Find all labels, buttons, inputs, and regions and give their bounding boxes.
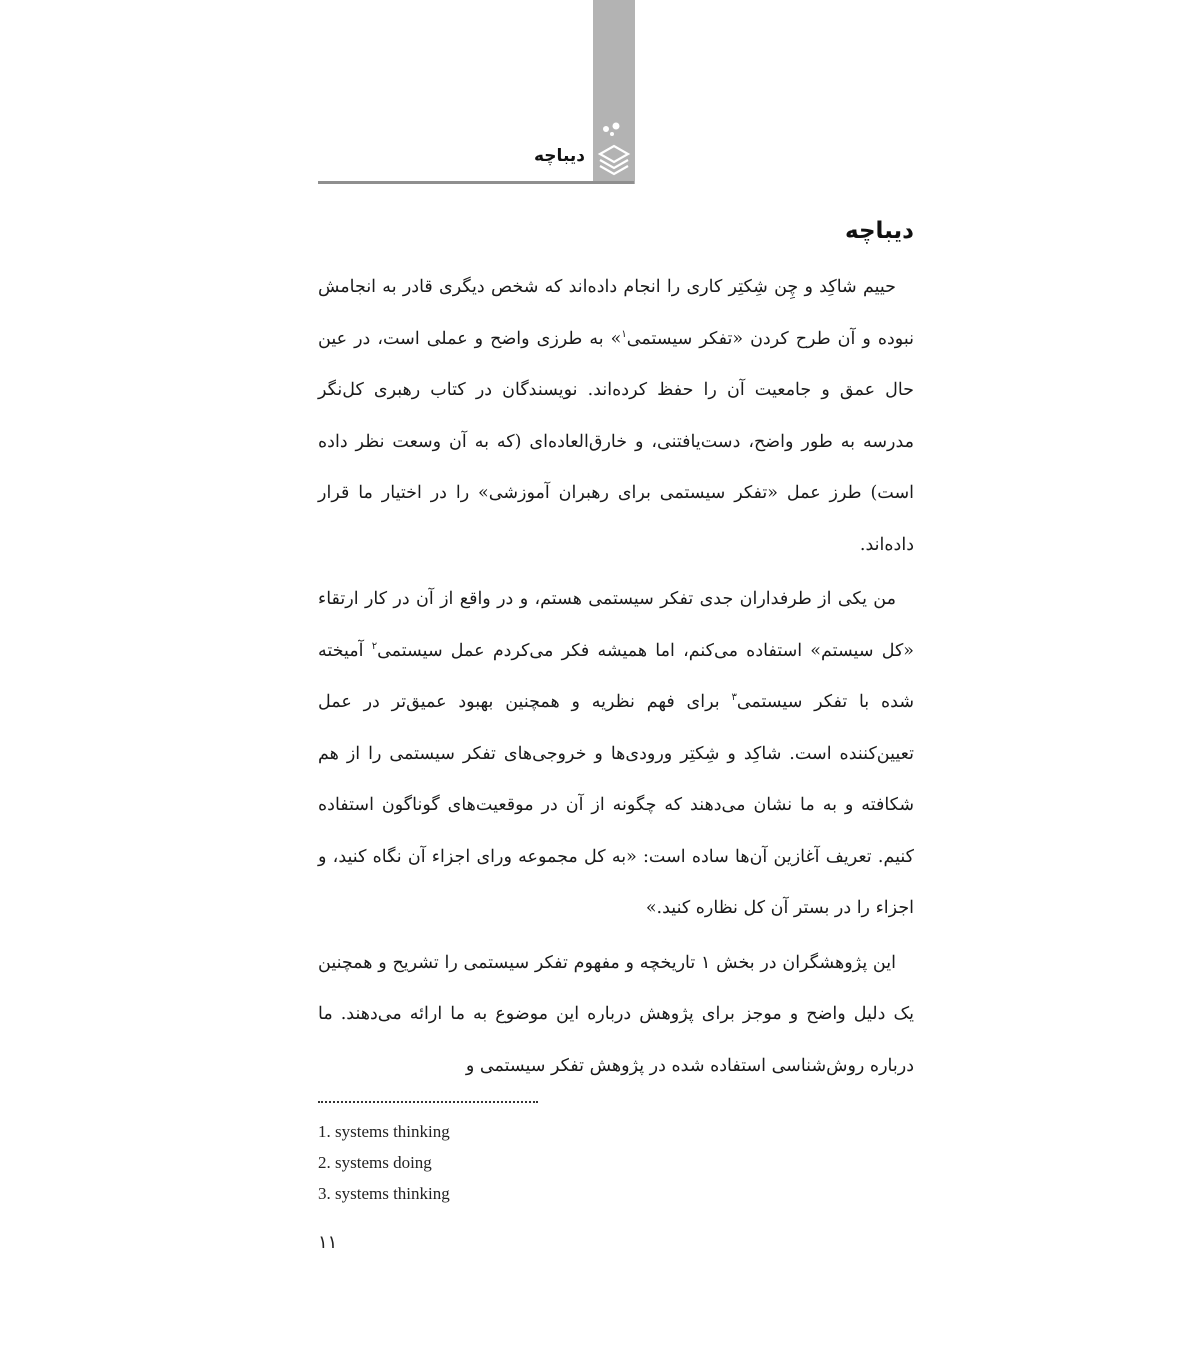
footnote-ref-1: ۱ (621, 328, 627, 340)
footnotes-list (318, 1116, 718, 1209)
paragraph-1 (318, 262, 914, 571)
paragraph-1-text-a: حییم شاکِد و چِن شِکتِر کاری را انجام داده‌اند که شخص دیگری قادر به انجامش نبوده و آن طرح کردن «تفکر سیستمی (318, 277, 914, 349)
page-number: ۱۱ (318, 1232, 338, 1253)
section-title: دیباچه (845, 218, 914, 244)
paragraph-2-text-a: من یکی از طرفداران جدی تفکر سیستمی هستم، و در واقع از آن در کار ارتقاء «کل سیستم» استفاده می‌کنم، اما همیشه فکر می‌کردم عمل سیستمی (318, 589, 914, 661)
paragraph-3 (318, 938, 914, 1093)
paragraph-2-text-b: آمیخته شده با تفکر سیستمی (318, 640, 914, 712)
footnote-ref-3: ۳ (731, 692, 737, 704)
footnote-item: 3. systems thinking (318, 1184, 450, 1203)
footnote-ref-2: ۲ (371, 640, 378, 652)
layers-icon (597, 120, 631, 176)
header-rule (318, 181, 634, 184)
running-header-title: دیباچه (534, 146, 585, 166)
paragraph-2-text-c: برای فهم نظریه و همچنین بهبود عمیق‌تر در عمل تعیین‌کننده است. شاکِد و شِکتِر ورودی‌ها و خروجی‌های تفکر سیستمی را از هم شکافته و به ما نشان می‌دهند که چگونه از آن در موقعیت‌های گوناگون استفاده کنیم. تعریف آغازین آن‌ها ساده است: «به کل مجموعه ورای اجزاء آن نگاه کنید، و اجزاء را در بستر آن کل نظاره کنید.» (318, 692, 914, 918)
paragraph-3-text: این پژوهشگران در بخش ۱ تاریخچه و مفهوم تفکر سیستمی را تشریح و همچنین یک دلیل واضح و موجز برای پژوهش درباره این موضوع به ما ارائه می‌دهند. ما درباره روش‌شناسی استفاده شده در پژوهش تفکر سیستمی و (318, 952, 914, 1076)
paragraph-2 (318, 574, 914, 935)
footnote-item: 2. systems doing (318, 1153, 432, 1172)
footnote-separator (318, 1101, 538, 1103)
body-text (318, 262, 914, 1095)
paragraph-1-text-b: » به طرزی واضح و عملی است، در عین حال عمق و جامعیت آن را حفظ کرده‌اند. نویسندگان در کتاب رهبری کل‌نگر مدرسه به طور واضح، دست‌یافتنی، و خارق‌العاده‌ای (که به آن وسعت نظر داده است) طرز عمل «تفکر سیستمی برای رهبران آموزشی» را در اختیار ما قرار داده‌اند. (318, 328, 914, 555)
footnote-item: 1. systems thinking (318, 1122, 450, 1141)
